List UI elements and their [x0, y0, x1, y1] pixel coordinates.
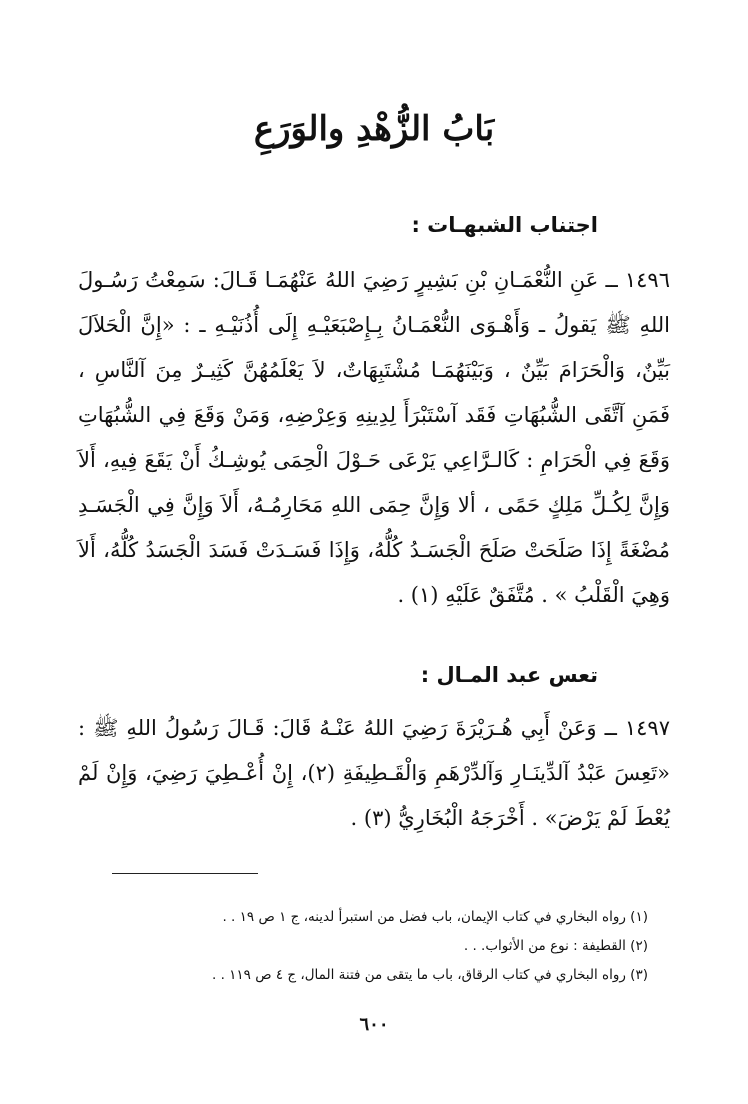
section-heading-avoiding-doubtful-matters: اجتناب الشبهـات :	[411, 213, 598, 237]
footnote-1: (١) رواه البخاري في كتاب الإيمان، باب فضل من استبرأ لدينه، ج ١ ص ١٩ . .	[222, 909, 648, 925]
chapter-title: بَابُ الزُّهْدِ والوَرَعِ	[253, 109, 495, 149]
footnote-3: (٣) رواه البخاري في كتاب الرقاق، باب ما يتقى من فتنة المال، ج ٤ ص ١١٩ . .	[211, 967, 648, 983]
footnote-2: (٢) القطيفة : نوع من الأثواب. . .	[463, 938, 648, 954]
page-number: ٦٠٠	[359, 1014, 389, 1035]
footnote-divider	[112, 873, 258, 874]
hadith-1497-text: ١٤٩٧ ــ وَعَنْ أَبِي هُـرَيْرَةَ رَضِيَ اللهُ عَنْـهُ قَالَ: قَـالَ رَسُولُ اللهِ ﷺ : «تَعِسَ عَبْدُ آلدِّينَـارِ وَآلدِّرْهَمِ وَالْقَـطِيفَةِ (٢)، إِنْ أُعْـطِيَ رَضِيَ، وَإِنْ لَمْ يُعْطَ لَمْ يَرْضَ» . أَخْرَجَهُ الْبُخَارِيُّ (٣) .	[78, 716, 670, 830]
footnotes-list	[88, 903, 648, 990]
hadith-1496-text: ١٤٩٦ ــ عَنِ النُّعْمَـانِ بْنِ بَشِيرٍ رَضِيَ اللهُ عَنْهُمَـا قَـالَ: سَمِعْتُ رَسُـولَ اللهِ ﷺ يَقولُ ـ وَأَهْـوَى النُّعْمَـانُ بِـإِصْبَعَيْـهِ إِلَى أُذُنَيْـهِ ـ : «إِنَّ الْحَلاَلَ بَيِّنٌ، وَالْحَرَامَ بَيِّنٌ ، وَبَيْنَهُمَـا مُشْتَبِهَاتٌ، لاَ يَعْلَمُهُنَّ كَثِيـرٌ مِنَ آلنَّاسِ ، فَمَنِ آتَّقَى الشُّبُهَاتِ فَقَد آسْتَبْرَأَ لِدِينِهِ وَعِرْضِهِ، وَمَنْ وَقَعَ فِي الشُّبُهَاتِ وَقَعَ فِي الْحَرَامِ : كَالـرَّاعِي يَرْعَى حَـوْلَ الْحِمَى يُوشِـكُ أَنْ يَقَعَ فِيهِ، أَلاَ وَإِنَّ لِكُـلِّ مَلِكٍ حَمًى ، ألا وَإِنَّ حِمَى اللهِ مَحَارِمُـهُ، أَلاَ وَإِنَّ فِي الْجَسَـدِ مُضْغَةً إِذَا صَلَحَتْ صَلَحَ الْجَسَـدُ كُلُّهُ، وَإِذَا فَسَـدَتْ فَسَدَ الْجَسَدُ كُلُّهُ، أَلاَ وَهِيَ الْقَلْبُ » . مُتَّفَقٌ عَلَيْهِ (١) .	[78, 268, 670, 607]
section-heading-slave-of-wealth: تعس عبد المـال :	[420, 663, 598, 687]
